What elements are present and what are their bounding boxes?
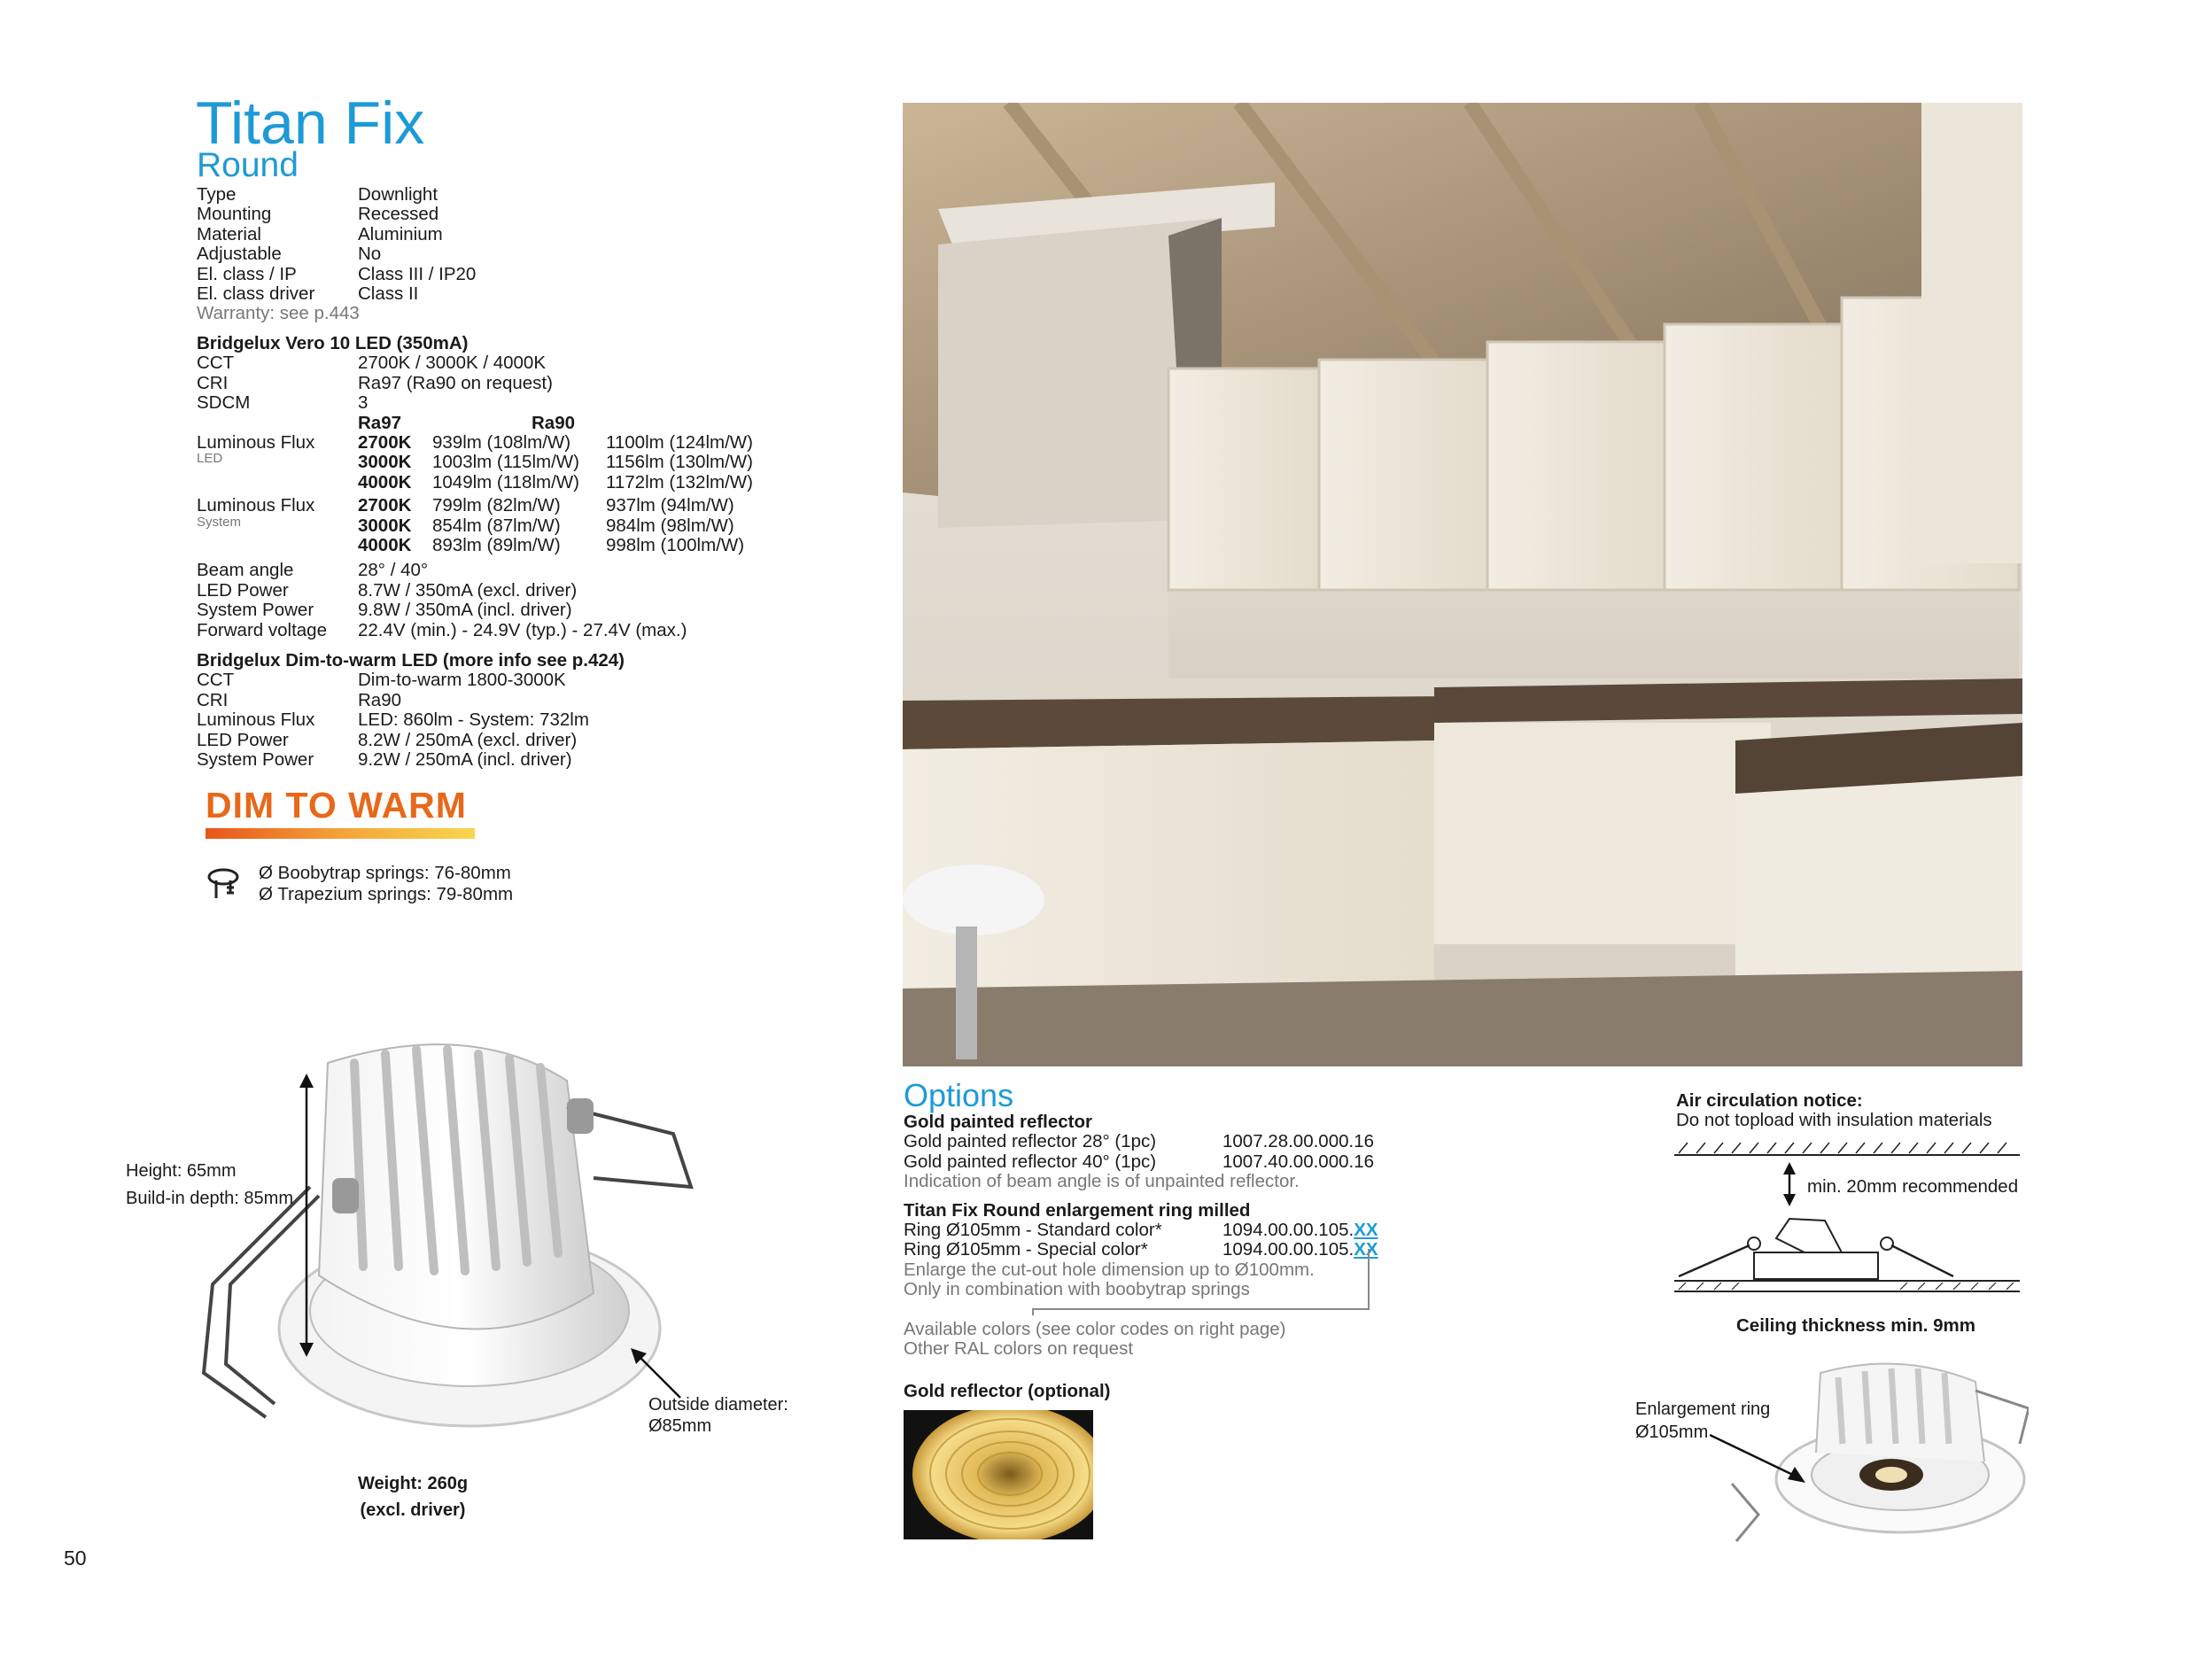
vero-flux_led-1-cct: 3000K: [358, 452, 412, 473]
options-ring_note2: Only in combination with boobytrap springs: [904, 1279, 1250, 1300]
vero-rows-1-label: CRI: [197, 372, 229, 393]
vero-section: [197, 334, 753, 640]
vero-rows2-2-label: System Power: [197, 600, 314, 621]
badge-gradient: [206, 828, 475, 839]
vero-rows2-1-label: LED Power: [197, 579, 289, 601]
general-specs: [197, 185, 476, 324]
kitchen-photo: [903, 103, 2022, 1066]
spec-row: [197, 374, 753, 393]
dtw-rows-0-value: Dim-to-warm 1800-3000K: [358, 670, 566, 691]
vero-col_ra97: Ra97: [358, 412, 402, 433]
vero-flux_sys-0-ra97: 799lm (82lm/W): [432, 495, 561, 516]
specs-1-value: Recessed: [358, 204, 439, 225]
vero-flux_led-2-ra90: 1172lm (132lm/W): [606, 471, 753, 492]
options-ring_rows-0-code: 1094.00.00.105.: [1222, 1220, 1354, 1241]
specs-2-label: Material: [197, 223, 261, 244]
page-number: 50: [64, 1547, 87, 1570]
flux-header-row: [197, 414, 753, 433]
flux-row: [358, 496, 744, 516]
vero-rows2-3-value: 22.4V (min.) - 24.9V (typ.) - 27.4V (max.): [358, 619, 687, 640]
spec-row: [197, 671, 625, 690]
dtw-rows-4-value: 9.2W / 250mA (incl. driver): [358, 749, 572, 771]
product-weight2: (excl. driver): [360, 1500, 466, 1520]
spec-row: [197, 353, 753, 373]
product-title: Titan Fix: [196, 89, 425, 157]
specs-3-label: Adjustable: [197, 244, 282, 265]
specs-5-value: Class II: [358, 283, 419, 305]
vero-flux_sys-0-ra90: 937lm (94lm/W): [606, 495, 734, 516]
options-gold_rows-1-label: Gold painted reflector 40° (1pc): [904, 1151, 1157, 1172]
vero-flux_sys-2-ra97: 893lm (89lm/W): [432, 535, 561, 556]
ring-arrow: [1710, 1433, 1807, 1491]
spec-row: [197, 731, 625, 750]
spec-row: [197, 750, 625, 770]
dtw-section: [197, 651, 625, 770]
dtw-rows-3-label: LED Power: [197, 729, 289, 750]
options-ring_rows-1-suffix: XX: [1354, 1239, 1378, 1260]
dtw-rows-3-value: 8.2W / 250mA (excl. driver): [358, 729, 578, 750]
air-text: Do not topload with insulation materials: [1676, 1110, 1992, 1131]
vero-flux_sys-1-ra97: 854lm (87lm/W): [432, 515, 561, 536]
vero-rows2-1-value: 8.7W / 350mA (excl. driver): [358, 579, 578, 601]
options-ring_rows-0-suffix: XX: [1354, 1220, 1378, 1241]
vero-flux_sys_label: Luminous Flux: [197, 495, 315, 516]
vero-col_ra90: Ra90: [532, 412, 576, 433]
specs-3-value: No: [358, 244, 382, 265]
product-outside2: Ø85mm: [648, 1416, 712, 1436]
vero-flux_sys-0-cct: 2700K: [358, 495, 412, 516]
options-ring_rows-1-label: Ring Ø105mm - Special color*: [904, 1239, 1148, 1260]
gold-heading: Gold painted reflector: [904, 1112, 1092, 1132]
vero-heading: Bridgelux Vero 10 LED (350mA): [197, 333, 469, 353]
option-row: [904, 1221, 1378, 1240]
dim-to-warm-badge: [206, 786, 475, 844]
dtw-rows-1-value: Ra90: [358, 689, 402, 710]
dtw-badge: DIM TO WARM: [206, 785, 467, 826]
height-arrow: [298, 1074, 315, 1361]
air-notice: [1676, 1091, 1992, 1131]
vero-flux_led-2-cct: 4000K: [358, 471, 412, 492]
options-gold_rows-0-code: 1007.28.00.000.16: [1222, 1131, 1374, 1152]
vero-rows-2-value: 3: [358, 392, 369, 414]
options-gold_rows-1-code: 1007.40.00.000.16: [1222, 1151, 1374, 1172]
spec-row: [197, 185, 476, 205]
options-colors_note2: Other RAL colors on request: [904, 1338, 1134, 1360]
specs-0-label: Type: [197, 184, 237, 205]
specs-1-label: Mounting: [197, 204, 272, 225]
spec-row: [197, 581, 753, 601]
vero-rows-2-label: SDCM: [197, 392, 251, 414]
specs-0-value: Downlight: [358, 184, 439, 205]
vero-flux_sys-2-ra90: 998lm (100lm/W): [606, 535, 745, 556]
options-colors_note1: Available colors (see color codes on right page): [904, 1318, 1286, 1339]
dtw-rows-4-label: System Power: [197, 749, 314, 771]
springs-0: Ø Boobytrap springs: 76-80mm: [259, 863, 511, 883]
gold-reflector-image: [904, 1410, 1093, 1539]
vero-flux_led-1-ra97: 1003lm (115lm/W): [432, 452, 579, 473]
vero-flux_sys-1-ra90: 984lm (98lm/W): [606, 515, 734, 536]
product-outside1: Outside diameter:: [648, 1395, 788, 1415]
vero-rows2-3-label: Forward voltage: [197, 619, 327, 640]
spec-row: [197, 621, 753, 640]
specs-5-label: El. class driver: [197, 283, 315, 305]
spring-icon: [206, 866, 241, 910]
dtw-rows-2-value: LED: 860lm - System: 732lm: [358, 709, 589, 731]
vero-rows-1-value: Ra97 (Ra90 on request): [358, 372, 553, 393]
vero-flux_led-0-ra90: 1100lm (124lm/W): [606, 432, 753, 454]
options-ring_note1: Enlarge the cut-out hole dimension up to Ø100mm.: [904, 1259, 1315, 1280]
vero-rows2-2-value: 9.8W / 350mA (incl. driver): [358, 600, 572, 621]
vero-flux_led-1-ra90: 1156lm (130lm/W): [606, 452, 753, 473]
specs-2-value: Aluminium: [358, 223, 443, 244]
vero-rows-0-value: 2700K / 3000K / 4000K: [358, 353, 547, 374]
dtw-rows-0-label: CCT: [197, 670, 235, 691]
air-circulation-diagram: [1670, 1139, 2024, 1312]
vero-flux_sys-1-cct: 3000K: [358, 515, 412, 536]
flux-row: [358, 536, 744, 555]
air-heading: Air circulation notice:: [1676, 1090, 1863, 1111]
spec-row: [197, 561, 753, 580]
dtw-rows-2-label: Luminous Flux: [197, 709, 315, 731]
bracket-line: [1028, 1249, 1373, 1320]
spec-row: [197, 393, 753, 413]
flux-row: [358, 453, 753, 472]
vero-flux_sys_sub: System: [197, 514, 242, 530]
specs-4-value: Class III / IP20: [358, 263, 477, 284]
spec-row: [197, 601, 753, 620]
vero-rows-0-label: CCT: [197, 353, 235, 374]
product-subtitle: Round: [197, 146, 299, 184]
min-distance-label: min. 20mm recommended: [1807, 1176, 2019, 1197]
spec-row: [197, 205, 476, 224]
dtw-heading: Bridgelux Dim-to-warm LED (more info see p.424): [197, 650, 625, 671]
option-row: [904, 1152, 1378, 1172]
outside-diameter: [648, 1394, 788, 1437]
vero-flux_led_label: Luminous Flux: [197, 432, 315, 454]
spec-row: [197, 691, 625, 710]
spec-row: [197, 265, 476, 284]
dtw-rows-1-label: CRI: [197, 689, 229, 710]
ring_diagram-label2: Ø105mm: [1635, 1423, 1709, 1442]
vero-flux_led-2-ra97: 1049lm (118lm/W): [432, 471, 579, 492]
springs-1: Ø Trapezium springs: 79-80mm: [259, 884, 514, 904]
depth-label: Build-in depth: 85mm: [126, 1189, 293, 1208]
weight-label: [324, 1470, 501, 1523]
options-ring_rows-0-label: Ring Ø105mm - Standard color*: [904, 1220, 1162, 1241]
vero-rows2-0-label: Beam angle: [197, 560, 294, 581]
height-label: Height: 65mm: [126, 1161, 237, 1181]
option-row: [904, 1132, 1378, 1151]
options-gold_rows-0-label: Gold painted reflector 28° (1pc): [904, 1131, 1157, 1152]
vero-flux_sys-2-cct: 4000K: [358, 535, 412, 556]
spec-row: [197, 244, 476, 264]
options-ring_rows-1-code: 1094.00.00.105.: [1222, 1239, 1354, 1260]
ring-heading: Titan Fix Round enlargement ring milled: [904, 1199, 1251, 1221]
flux-row: [358, 516, 744, 536]
spec-row: [197, 284, 476, 304]
ceiling-thickness-label: Ceiling thickness min. 9mm: [1736, 1315, 1975, 1336]
gold-note: Indication of beam angle is of unpainted reflector.: [904, 1171, 1300, 1192]
flux-row: [358, 433, 753, 453]
springs-list: [259, 863, 513, 905]
ring_diagram-label1: Enlargement ring: [1635, 1399, 1771, 1419]
flux-led-block: [197, 433, 753, 492]
flux-sys-block: [197, 496, 753, 555]
specs-4-label: El. class / IP: [197, 263, 297, 284]
options-title: Options: [904, 1077, 1014, 1113]
spec-row: [197, 710, 625, 730]
warranty-note: Warranty: see p.443: [197, 303, 360, 324]
vero-flux_led_sub: LED: [197, 451, 223, 467]
vero-rows2-0-value: 28° / 40°: [358, 560, 429, 581]
vero-flux_led-0-cct: 2700K: [358, 432, 412, 454]
vero-flux_led-0-ra97: 939lm (108lm/W): [432, 432, 571, 454]
flux-row: [358, 473, 753, 492]
product-weight1: Weight: 260g: [357, 1474, 469, 1493]
spec-row: [197, 225, 476, 244]
gold-reflector-label: Gold reflector (optional): [904, 1381, 1111, 1402]
